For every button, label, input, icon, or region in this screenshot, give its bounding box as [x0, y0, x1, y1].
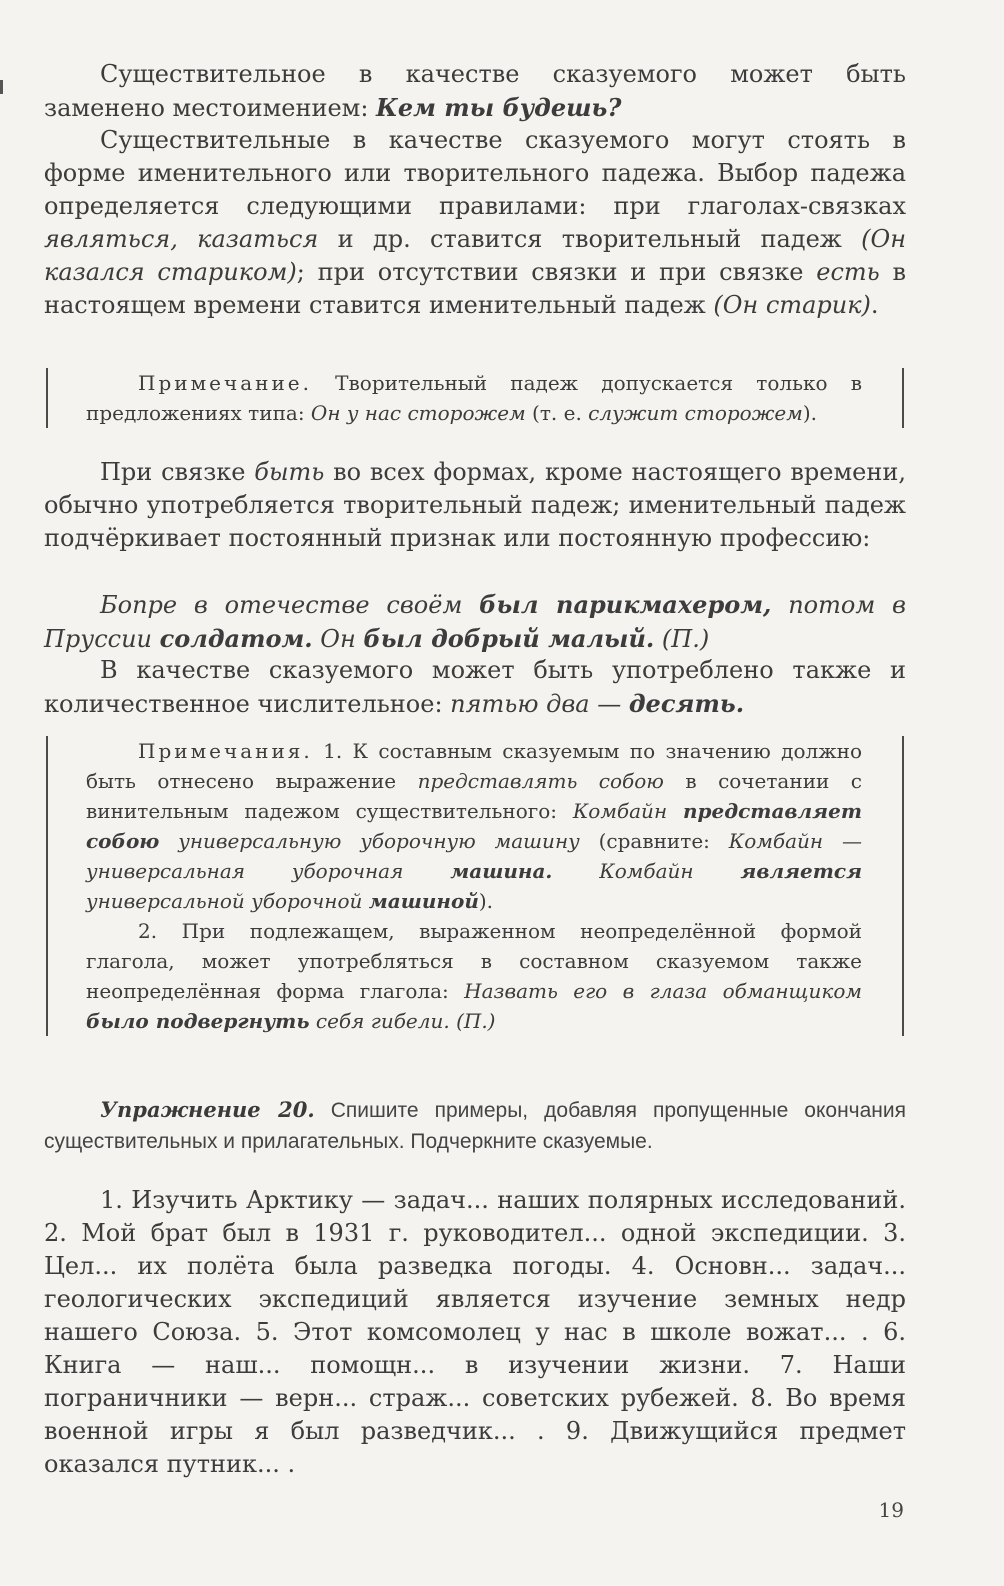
- paragraph-pronoun-substitution: Существительное в качестве сказуемого может быть заменено местоимением: Кем ты будешь?: [44, 60, 906, 122]
- note-label: Примечание.: [138, 371, 312, 395]
- note-instrumental-case: Примечание. Творительный падеж допускается только в предложениях типа: Он у нас сторожем (т. е. служит сторожем).: [46, 368, 904, 428]
- literary-quote-example: Бопре в отечестве своём был парикмахером, потом в Пруссии солдатом. Он был добрый малый. (П.): [44, 590, 906, 653]
- exercise-20-sentences: 1. Изучить Арктику — задач... наших полярных исследований. 2. Мой брат был в 1931 г. руководител... одной экспедиции. 3. Цел... их полёта была разведка погоды. 4. Основн... задач... геологических экспедиций является изучение земных недр нашего Союза. 5. Этот комсомолец у нас в школе вожат... . 6. Книга — наш... помощн... в изучении жизни. 7. Наши пограничники — верн... страж... советских рубежей. 8. Во время военной игры я был разведчик... . 9. Движущийся предмет оказался путник... .: [44, 1186, 906, 1478]
- note-label: Примечания.: [138, 739, 313, 763]
- paragraph-copula-byt: При связке быть во всех формах, кроме настоящего времени, обычно употребляется творительный падеж; именительный падеж подчёркивает постоянный признак или постоянную профессию:: [44, 458, 906, 552]
- note-compound-predicates: Примечания. 1. К составным сказуемым по значению должно быть отнесено выражение представлять собою в сочетании с винительным падежом существительного: Комбайн представляет собою универсальную уборочную машину (сравните: Комбайн — универсальная уборочная машина. Комбайн является универсальной уборочной машиной). 2. При подлежащем, выраженном неопределённой формой глагола, может употребляться в составном сказуемом также неопределённая форма глагола: Назвать его в глаза обманщиком было подвергнуть себя гибели. (П.): [46, 736, 904, 1036]
- paragraph-case-rules: Существительные в качестве сказуемого могут стоять в форме именительного или творительного падежа. Выбор падежа определяется следующими правилами: при глаголах-связках являться, казаться и др. ставится творительный падеж (Он казался стариком); при отсутствии связки и при связке есть в настоящем времени ставится именительный падеж (Он старик).: [44, 126, 907, 319]
- page-edge-mark: [0, 80, 3, 94]
- paragraph-numeral-predicate: В качестве сказуемого может быть употреблено также и количественное числительное: пятью два — десять.: [44, 656, 906, 718]
- exercise-20-instructions: Упражнение 20. Спишите примеры, добавляя пропущенные окончания существительных и прилагательных. Подчеркните сказуемые.: [44, 1097, 906, 1153]
- exercise-title: Упражнение 20.: [100, 1097, 315, 1122]
- page-number: 19: [878, 1498, 904, 1522]
